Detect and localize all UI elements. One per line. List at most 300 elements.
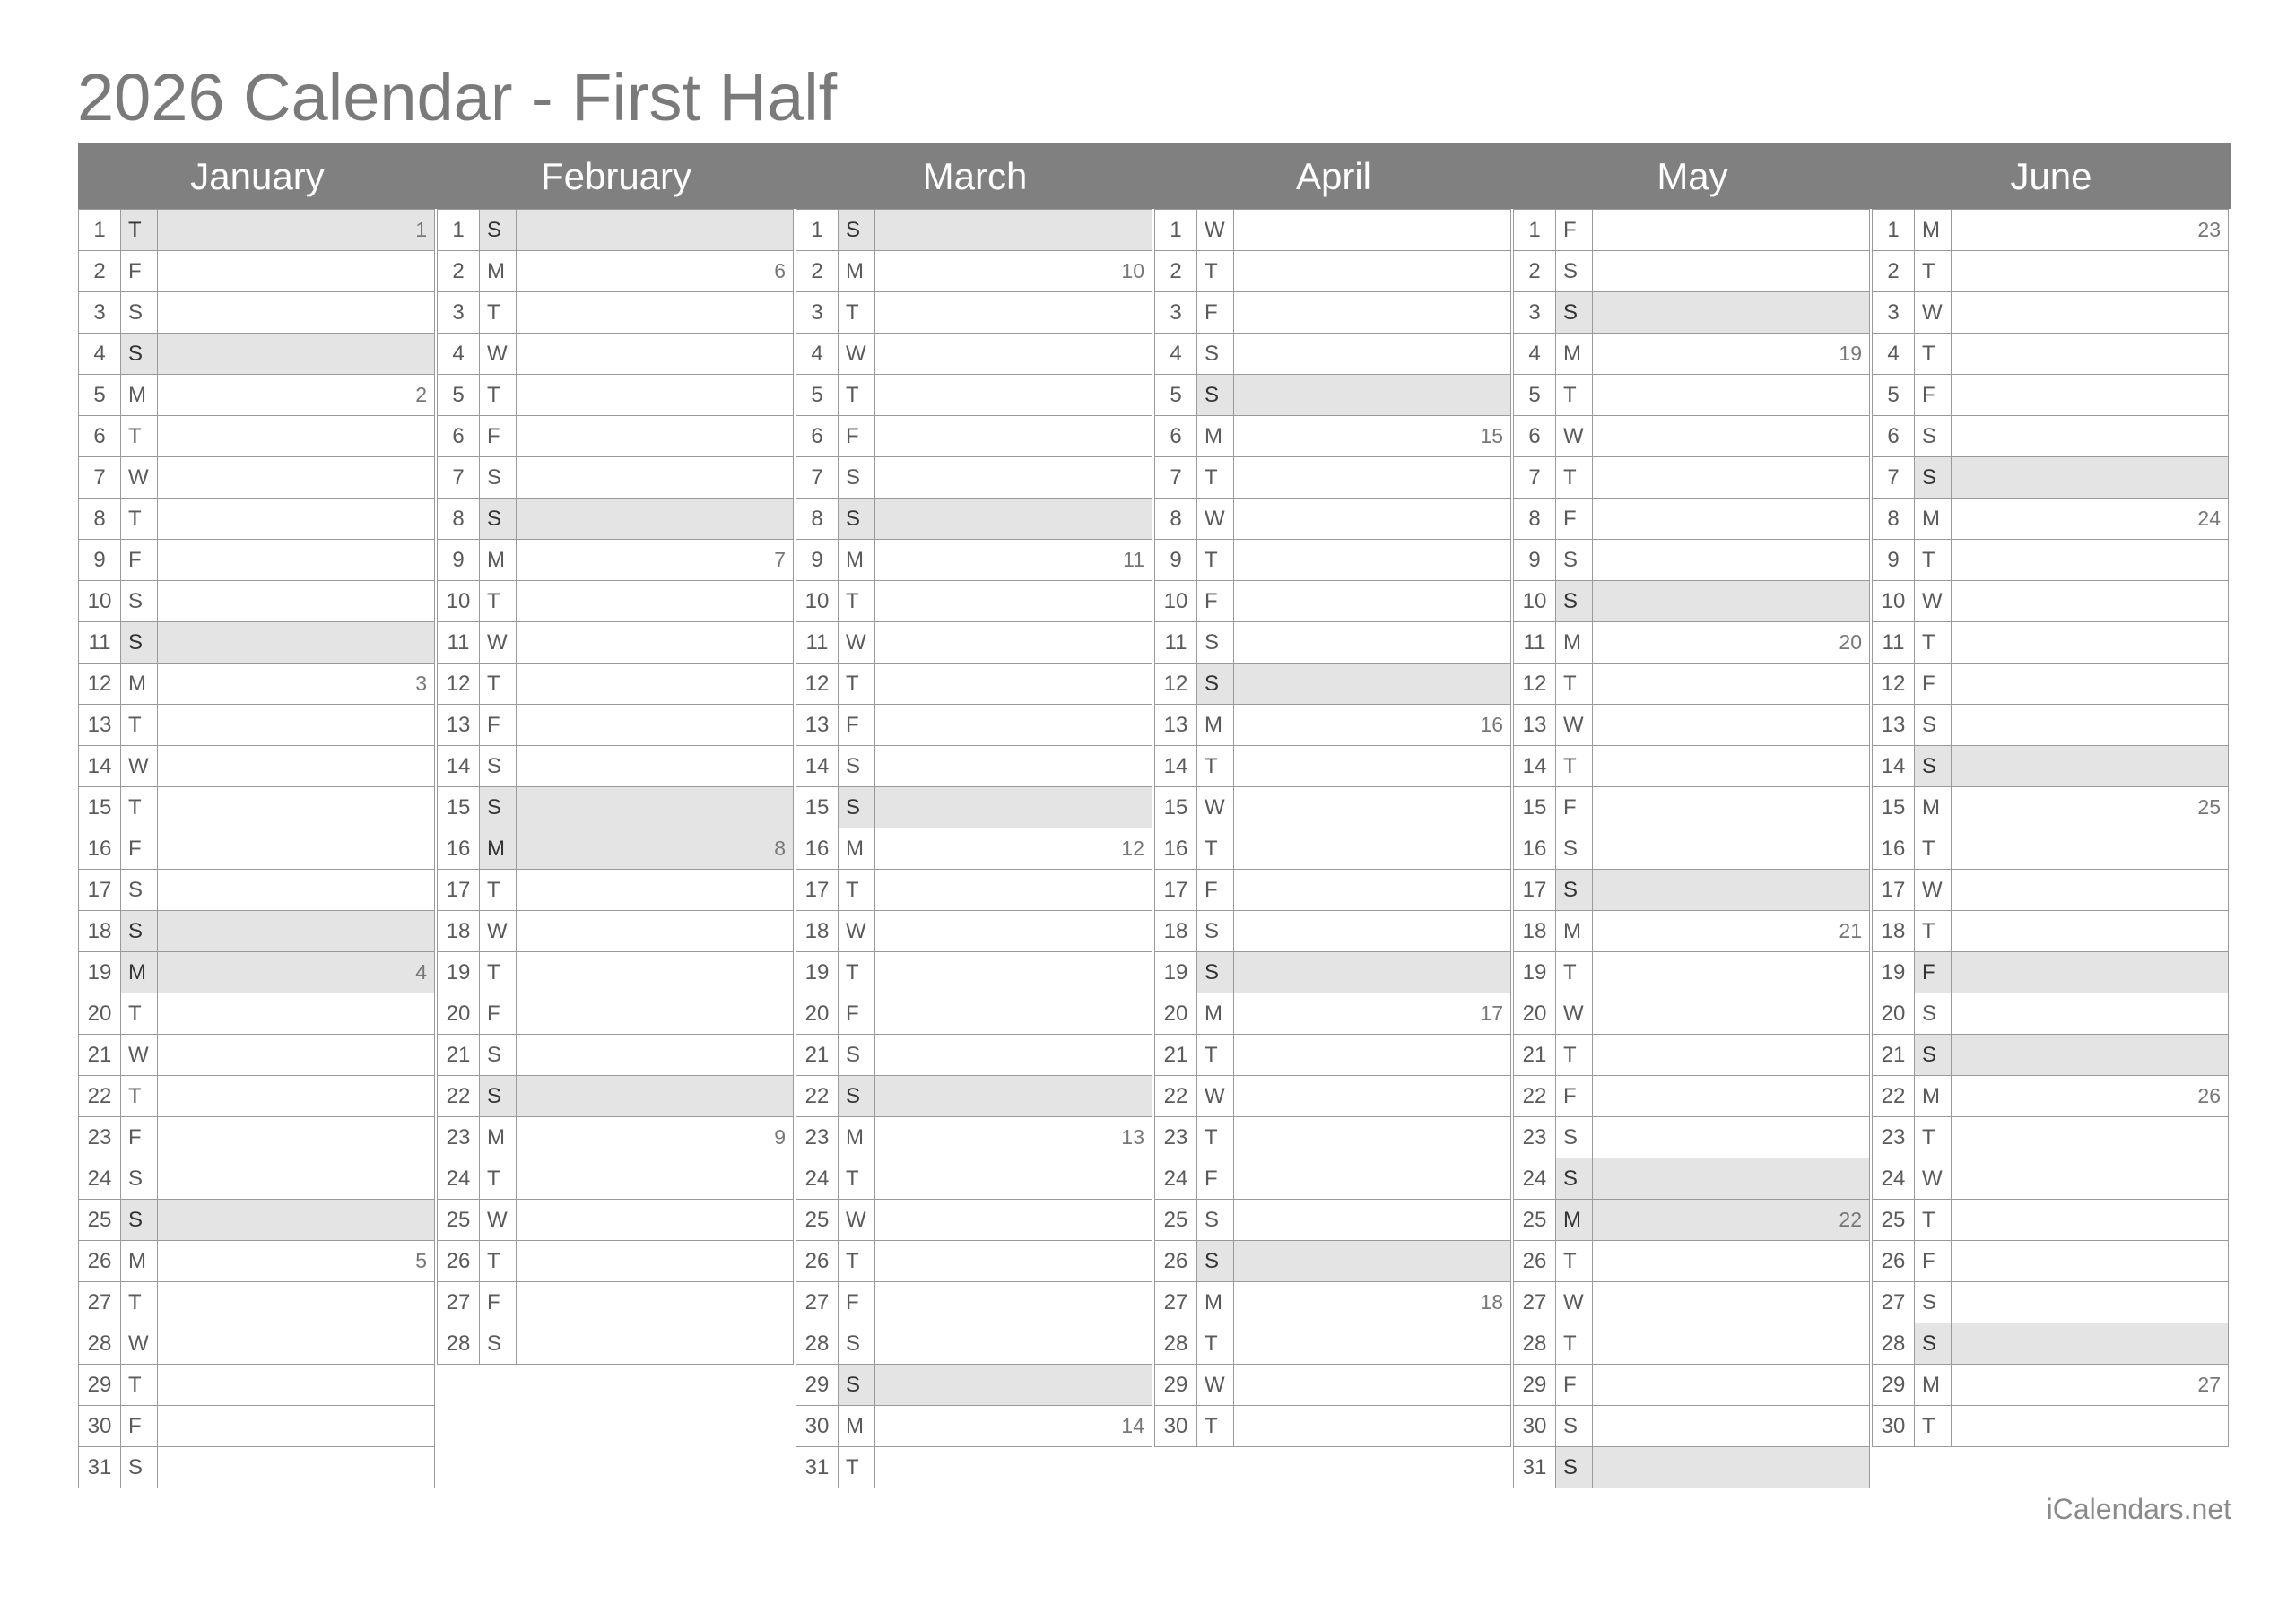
week-number xyxy=(517,870,794,911)
day-number: 30 xyxy=(796,1406,839,1447)
day-row xyxy=(1155,210,1511,251)
day-row xyxy=(1155,622,1511,664)
week-number xyxy=(158,870,435,911)
week-number xyxy=(158,1323,435,1365)
day-row xyxy=(1873,251,2229,292)
day-row xyxy=(79,1035,435,1076)
day-number: 17 xyxy=(1873,870,1915,911)
day-row xyxy=(438,787,794,828)
day-number: 21 xyxy=(438,1035,480,1076)
day-number: 27 xyxy=(79,1282,121,1323)
day-row xyxy=(438,952,794,993)
day-row xyxy=(796,1035,1152,1076)
weekday-letter: T xyxy=(1915,911,1952,952)
week-number xyxy=(1234,1117,1511,1158)
day-number: 4 xyxy=(1155,334,1197,375)
weekday-letter: T xyxy=(121,1076,158,1117)
week-number xyxy=(1593,292,1870,334)
day-row xyxy=(1155,664,1511,705)
day-row xyxy=(1155,499,1511,540)
week-number xyxy=(1952,705,2229,746)
weekday-letter: M xyxy=(1915,787,1952,828)
day-row xyxy=(1514,1447,1870,1488)
day-number: 12 xyxy=(796,664,839,705)
day-row xyxy=(438,1035,794,1076)
day-row xyxy=(79,705,435,746)
day-row xyxy=(1514,1117,1870,1158)
day-number: 6 xyxy=(1514,416,1556,457)
day-row xyxy=(1873,334,2229,375)
day-row xyxy=(1873,993,2229,1035)
day-number: 22 xyxy=(79,1076,121,1117)
weekday-letter: T xyxy=(480,1241,517,1282)
weekday-letter: T xyxy=(1556,664,1593,705)
day-number: 10 xyxy=(79,581,121,622)
week-number xyxy=(1593,499,1870,540)
day-number: 8 xyxy=(1514,499,1556,540)
week-number xyxy=(1234,210,1511,251)
week-number xyxy=(875,622,1152,664)
day-number: 20 xyxy=(1155,993,1197,1035)
week-number: 16 xyxy=(1234,705,1511,746)
weekday-letter: W xyxy=(1915,1158,1952,1200)
day-number: 5 xyxy=(796,375,839,416)
day-row xyxy=(796,1200,1152,1241)
weekday-letter: T xyxy=(1915,540,1952,581)
weekday-letter: S xyxy=(121,870,158,911)
week-number xyxy=(1593,1323,1870,1365)
day-number: 25 xyxy=(438,1200,480,1241)
weekday-letter: M xyxy=(1197,993,1234,1035)
day-number: 21 xyxy=(79,1035,121,1076)
day-number: 9 xyxy=(796,540,839,581)
week-number xyxy=(875,1200,1152,1241)
day-row xyxy=(1873,1365,2229,1406)
day-row xyxy=(796,334,1152,375)
weekday-letter: F xyxy=(480,1282,517,1323)
day-number: 11 xyxy=(1873,622,1915,664)
week-number xyxy=(1593,705,1870,746)
weekday-letter: S xyxy=(1197,952,1234,993)
week-number xyxy=(158,993,435,1035)
week-number xyxy=(1952,1158,2229,1200)
day-number: 15 xyxy=(1514,787,1556,828)
day-number: 12 xyxy=(1514,664,1556,705)
weekday-letter: M xyxy=(839,540,875,581)
week-number xyxy=(517,1241,794,1282)
weekday-letter: M xyxy=(1197,1282,1234,1323)
week-number xyxy=(517,416,794,457)
day-row xyxy=(796,787,1152,828)
day-row xyxy=(796,457,1152,499)
day-number: 26 xyxy=(79,1241,121,1282)
day-number: 26 xyxy=(438,1241,480,1282)
weekday-letter: T xyxy=(121,1365,158,1406)
weekday-letter: T xyxy=(839,1447,875,1488)
day-row xyxy=(79,746,435,787)
day-row xyxy=(796,1076,1152,1117)
weekday-letter: T xyxy=(1915,1117,1952,1158)
week-number xyxy=(158,334,435,375)
day-row xyxy=(796,828,1152,870)
week-number xyxy=(1234,1158,1511,1200)
week-number xyxy=(158,1076,435,1117)
weekday-letter: S xyxy=(839,746,875,787)
day-row xyxy=(1873,1282,2229,1323)
day-number: 16 xyxy=(79,828,121,870)
day-number: 11 xyxy=(796,622,839,664)
week-number: 7 xyxy=(517,540,794,581)
weekday-letter: S xyxy=(839,210,875,251)
day-row xyxy=(438,1117,794,1158)
day-number: 24 xyxy=(1155,1158,1197,1200)
day-row xyxy=(796,251,1152,292)
week-number xyxy=(517,622,794,664)
day-row xyxy=(1873,1406,2229,1447)
day-row xyxy=(438,870,794,911)
day-row xyxy=(79,540,435,581)
week-number xyxy=(1234,499,1511,540)
weekday-letter: S xyxy=(1197,622,1234,664)
weekday-letter: F xyxy=(839,993,875,1035)
day-row xyxy=(79,1158,435,1200)
day-row xyxy=(1155,1158,1511,1200)
weekday-letter: T xyxy=(1197,1323,1234,1365)
week-number xyxy=(158,1365,435,1406)
day-row xyxy=(1873,581,2229,622)
weekday-letter: T xyxy=(1915,622,1952,664)
day-number: 30 xyxy=(1155,1406,1197,1447)
week-number xyxy=(1234,911,1511,952)
week-number xyxy=(1952,664,2229,705)
day-number: 6 xyxy=(1873,416,1915,457)
day-number: 13 xyxy=(79,705,121,746)
day-row xyxy=(79,1447,435,1488)
day-row xyxy=(438,334,794,375)
day-number: 4 xyxy=(796,334,839,375)
weekday-letter: S xyxy=(839,1076,875,1117)
day-row xyxy=(1873,705,2229,746)
day-number: 18 xyxy=(796,911,839,952)
day-row xyxy=(1514,1365,1870,1406)
day-number: 23 xyxy=(79,1117,121,1158)
week-number xyxy=(517,499,794,540)
day-number: 2 xyxy=(1155,251,1197,292)
month-name-april: April xyxy=(1295,155,1372,197)
day-number: 11 xyxy=(1514,622,1556,664)
weekday-letter: T xyxy=(480,375,517,416)
day-number: 24 xyxy=(1873,1158,1915,1200)
week-number xyxy=(158,1406,435,1447)
day-row xyxy=(79,622,435,664)
week-number xyxy=(158,1447,435,1488)
day-row xyxy=(1155,375,1511,416)
week-number xyxy=(1234,622,1511,664)
weekday-letter: S xyxy=(121,622,158,664)
day-number: 6 xyxy=(796,416,839,457)
week-number xyxy=(1234,1035,1511,1076)
week-number xyxy=(158,828,435,870)
weekday-letter: M xyxy=(1556,911,1593,952)
weekday-letter: M xyxy=(1556,334,1593,375)
day-number: 7 xyxy=(438,457,480,499)
weekday-letter: T xyxy=(1915,1406,1952,1447)
weekday-letter: T xyxy=(480,1158,517,1200)
week-number xyxy=(1593,1035,1870,1076)
weekday-letter: W xyxy=(839,1200,875,1241)
day-row xyxy=(1873,787,2229,828)
weekday-letter: S xyxy=(1556,292,1593,334)
day-number: 8 xyxy=(1873,499,1915,540)
day-row xyxy=(79,581,435,622)
day-number: 17 xyxy=(79,870,121,911)
week-number: 12 xyxy=(875,828,1152,870)
day-row xyxy=(1873,499,2229,540)
day-number: 9 xyxy=(1514,540,1556,581)
day-row xyxy=(1155,1241,1511,1282)
day-row xyxy=(796,952,1152,993)
weekday-letter: T xyxy=(480,952,517,993)
day-row xyxy=(1514,1241,1870,1282)
day-row xyxy=(1155,993,1511,1035)
weekday-letter: M xyxy=(121,952,158,993)
day-number: 25 xyxy=(1155,1200,1197,1241)
month-header-bar xyxy=(78,143,2231,209)
day-number: 23 xyxy=(1873,1117,1915,1158)
day-row xyxy=(1155,705,1511,746)
weekday-letter: W xyxy=(1197,210,1234,251)
day-number: 31 xyxy=(79,1447,121,1488)
day-number: 10 xyxy=(1514,581,1556,622)
month-table-june xyxy=(1872,209,2229,1447)
day-row xyxy=(79,334,435,375)
day-row xyxy=(79,952,435,993)
day-row xyxy=(1155,416,1511,457)
week-number xyxy=(1593,457,1870,499)
day-number: 25 xyxy=(796,1200,839,1241)
week-number: 26 xyxy=(1952,1076,2229,1117)
weekday-letter: S xyxy=(1197,911,1234,952)
week-number: 2 xyxy=(158,375,435,416)
weekday-letter: F xyxy=(1556,1365,1593,1406)
day-number: 17 xyxy=(1514,870,1556,911)
week-number xyxy=(1593,210,1870,251)
week-number xyxy=(1234,952,1511,993)
weekday-letter: T xyxy=(1197,251,1234,292)
weekday-letter: T xyxy=(1197,746,1234,787)
weekday-letter: S xyxy=(480,210,517,251)
day-number: 5 xyxy=(438,375,480,416)
day-number: 27 xyxy=(1873,1282,1915,1323)
day-number: 17 xyxy=(1155,870,1197,911)
day-number: 2 xyxy=(1514,251,1556,292)
day-number: 22 xyxy=(1155,1076,1197,1117)
week-number: 14 xyxy=(875,1406,1152,1447)
day-row xyxy=(1155,334,1511,375)
day-number: 31 xyxy=(1514,1447,1556,1488)
day-number: 17 xyxy=(438,870,480,911)
weekday-letter: T xyxy=(1556,952,1593,993)
week-number xyxy=(517,457,794,499)
weekday-letter: S xyxy=(1197,334,1234,375)
weekday-letter: W xyxy=(1197,1365,1234,1406)
weekday-letter: F xyxy=(1197,581,1234,622)
weekday-letter: T xyxy=(1197,457,1234,499)
day-row xyxy=(79,1076,435,1117)
weekday-letter: S xyxy=(121,292,158,334)
day-row xyxy=(1873,664,2229,705)
month-name-march: March xyxy=(922,155,1028,197)
day-number: 18 xyxy=(1514,911,1556,952)
day-row xyxy=(438,210,794,251)
day-number: 7 xyxy=(1873,457,1915,499)
day-number: 14 xyxy=(1155,746,1197,787)
week-number xyxy=(875,1158,1152,1200)
week-number xyxy=(1952,622,2229,664)
day-row xyxy=(79,870,435,911)
day-row xyxy=(796,1282,1152,1323)
day-number: 17 xyxy=(796,870,839,911)
weekday-letter: W xyxy=(121,1323,158,1365)
day-row xyxy=(79,1365,435,1406)
weekday-letter: W xyxy=(480,622,517,664)
weekday-letter: W xyxy=(1556,1282,1593,1323)
week-number xyxy=(1593,581,1870,622)
day-row xyxy=(79,1117,435,1158)
day-number: 9 xyxy=(79,540,121,581)
day-row xyxy=(1155,870,1511,911)
day-number: 1 xyxy=(438,210,480,251)
week-number xyxy=(875,416,1152,457)
page-title: 2026 Calendar - First Half xyxy=(77,60,838,134)
day-row xyxy=(1514,1282,1870,1323)
day-number: 12 xyxy=(438,664,480,705)
week-number xyxy=(1952,1117,2229,1158)
week-number xyxy=(1952,1241,2229,1282)
week-number: 24 xyxy=(1952,499,2229,540)
week-number xyxy=(1952,1282,2229,1323)
weekday-letter: S xyxy=(480,787,517,828)
day-row xyxy=(79,1323,435,1365)
day-number: 22 xyxy=(438,1076,480,1117)
day-row xyxy=(438,375,794,416)
day-row xyxy=(796,499,1152,540)
day-number: 24 xyxy=(438,1158,480,1200)
week-number xyxy=(517,1323,794,1365)
day-number: 16 xyxy=(438,828,480,870)
day-number: 21 xyxy=(1155,1035,1197,1076)
day-number: 28 xyxy=(796,1323,839,1365)
weekday-letter: S xyxy=(480,1323,517,1365)
week-number xyxy=(158,1117,435,1158)
day-row xyxy=(1873,1200,2229,1241)
week-number xyxy=(875,870,1152,911)
weekday-letter: W xyxy=(1556,993,1593,1035)
day-number: 13 xyxy=(1514,705,1556,746)
week-number xyxy=(517,1076,794,1117)
week-number xyxy=(875,705,1152,746)
weekday-letter: F xyxy=(121,540,158,581)
day-number: 8 xyxy=(796,499,839,540)
day-number: 7 xyxy=(796,457,839,499)
week-number xyxy=(875,457,1152,499)
week-number xyxy=(1952,870,2229,911)
day-number: 11 xyxy=(438,622,480,664)
week-number xyxy=(1593,1406,1870,1447)
day-number: 18 xyxy=(1873,911,1915,952)
day-number: 8 xyxy=(79,499,121,540)
weekday-letter: F xyxy=(1556,499,1593,540)
week-number: 9 xyxy=(517,1117,794,1158)
week-number xyxy=(158,787,435,828)
week-number xyxy=(158,581,435,622)
day-number: 8 xyxy=(438,499,480,540)
day-row xyxy=(1873,210,2229,251)
week-number xyxy=(1593,1241,1870,1282)
day-row xyxy=(1155,1117,1511,1158)
weekday-letter: S xyxy=(121,334,158,375)
weekday-letter: T xyxy=(839,292,875,334)
day-number: 15 xyxy=(796,787,839,828)
day-number: 6 xyxy=(1155,416,1197,457)
day-row xyxy=(438,705,794,746)
weekday-letter: F xyxy=(480,416,517,457)
month-table-may xyxy=(1513,209,1870,1488)
weekday-letter: S xyxy=(1556,828,1593,870)
weekday-letter: F xyxy=(1915,664,1952,705)
month-name-january: January xyxy=(190,155,325,197)
weekday-letter: T xyxy=(480,870,517,911)
day-row xyxy=(1155,828,1511,870)
day-row xyxy=(1873,1158,2229,1200)
week-number xyxy=(875,1035,1152,1076)
week-number xyxy=(1234,1406,1511,1447)
day-number: 16 xyxy=(1873,828,1915,870)
day-row xyxy=(438,664,794,705)
day-number: 20 xyxy=(1514,993,1556,1035)
week-number xyxy=(1234,1200,1511,1241)
weekday-letter: S xyxy=(839,457,875,499)
weekday-letter: S xyxy=(480,499,517,540)
weekday-letter: M xyxy=(121,375,158,416)
day-row xyxy=(1873,622,2229,664)
day-row xyxy=(1155,1365,1511,1406)
week-number xyxy=(1234,581,1511,622)
day-number: 26 xyxy=(1873,1241,1915,1282)
day-number: 21 xyxy=(796,1035,839,1076)
week-number xyxy=(158,1200,435,1241)
day-number: 30 xyxy=(1514,1406,1556,1447)
day-number: 2 xyxy=(796,251,839,292)
day-row xyxy=(1514,622,1870,664)
day-row xyxy=(1155,540,1511,581)
week-number xyxy=(517,1158,794,1200)
weekday-letter: T xyxy=(480,292,517,334)
day-row xyxy=(1873,870,2229,911)
day-number: 1 xyxy=(79,210,121,251)
day-number: 5 xyxy=(79,375,121,416)
day-number: 3 xyxy=(1514,292,1556,334)
day-number: 11 xyxy=(1155,622,1197,664)
day-row xyxy=(79,210,435,251)
day-row xyxy=(1514,540,1870,581)
day-row xyxy=(1873,1076,2229,1117)
day-row xyxy=(438,1241,794,1282)
day-row xyxy=(796,1323,1152,1365)
day-number: 27 xyxy=(796,1282,839,1323)
weekday-letter: M xyxy=(1915,1365,1952,1406)
day-number: 5 xyxy=(1514,375,1556,416)
